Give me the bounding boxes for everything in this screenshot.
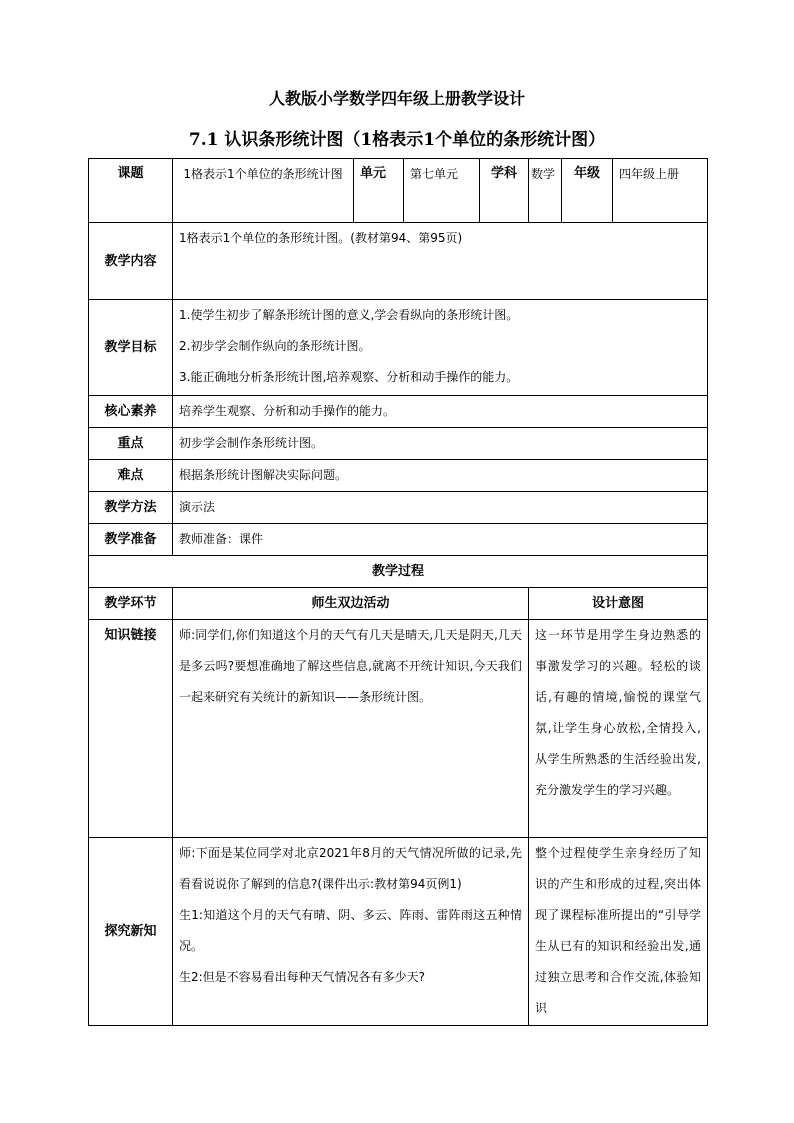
goal-item: 2.初步学会制作纵向的条形统计图。 — [179, 339, 371, 353]
lesson-title: 7.1 认识条形统计图（1格表示1个单位的条形统计图） — [188, 130, 606, 150]
stage-cell: 知识链接 — [89, 620, 173, 838]
activity-paragraph: 生1:知道这个月的天气有晴、阴、多云、阵雨、雷阵雨这五种情况。 — [179, 908, 522, 953]
activity-cell — [173, 620, 529, 838]
col-activity-header: 师生双边活动 — [173, 588, 529, 620]
method-label: 教学方法 — [89, 492, 173, 524]
key-value: 初步学会制作条形统计图。 — [173, 428, 708, 460]
goals-list — [173, 300, 708, 396]
process-header-row — [89, 588, 708, 620]
key-label: 重点 — [89, 428, 173, 460]
activity-cell — [173, 838, 529, 1026]
goals-label: 教学目标 — [89, 300, 173, 396]
core-row — [89, 396, 708, 428]
activity-paragraph: 生2:但是不容易看出每种天气情况各有多少天? — [179, 970, 426, 984]
col-stage-header: 教学环节 — [89, 588, 173, 620]
goal-item: 3.能正确地分析条形统计图,培养观察、分析和动手操作的能力。 — [179, 370, 519, 384]
col-intent-header: 设计意图 — [529, 588, 708, 620]
topic-label: 课题 — [89, 159, 173, 223]
difficulty-row — [89, 460, 708, 492]
prep-value: 教师准备：课件 — [173, 524, 708, 556]
topic-value: 1格表示1个单位的条形统计图 — [173, 159, 354, 223]
process-row — [89, 838, 708, 1026]
prep-row — [89, 524, 708, 556]
goals-row — [89, 300, 708, 396]
process-title-row — [89, 556, 708, 588]
goal-item: 1.使学生初步了解条形统计图的意义,学会看纵向的条形统计图。 — [179, 308, 519, 322]
unit-value: 第七单元 — [404, 159, 480, 223]
method-row — [89, 492, 708, 524]
intent-cell: 这一环节是用学生身边熟悉的事激发学习的兴趣。轻松的谈话,有趣的情境,愉悦的课堂气氛,让学生身心放松,全情投入,从学生所熟悉的生活经验出发,充分激发学生的学习兴趣。 — [529, 620, 708, 838]
difficulty-value: 根据条形统计图解决实际问题。 — [173, 460, 708, 492]
lesson-plan-table — [88, 158, 708, 1026]
document-title: 人教版小学数学四年级上册教学设计 — [268, 89, 525, 108]
core-value: 培养学生观察、分析和动手操作的能力。 — [173, 396, 708, 428]
stage-cell: 探究新知 — [89, 838, 173, 1026]
process-title: 教学过程 — [89, 556, 708, 588]
grade-value: 四年级上册 — [613, 159, 708, 223]
subject-value: 数学 — [529, 159, 562, 223]
core-label: 核心素养 — [89, 396, 173, 428]
key-row — [89, 428, 708, 460]
info-row — [89, 159, 708, 223]
subject-label: 学科 — [480, 159, 529, 223]
unit-label: 单元 — [354, 159, 404, 223]
prep-label: 教学准备 — [89, 524, 173, 556]
method-value: 演示法 — [173, 492, 708, 524]
content-row — [89, 223, 708, 300]
process-row — [89, 620, 708, 838]
content-value: 1格表示1个单位的条形统计图。(教材第94、第95页) — [173, 223, 708, 300]
activity-paragraph: 师:下面是某位同学对北京2021年8月的天气情况所做的记录,先看看说说你了解到的信息?(课件出示:教材第94页例1) — [179, 846, 522, 891]
intent-cell: 整个过程使学生亲身经历了知识的产生和形成的过程,突出体现了课程标准所提出的“引导学生从已有的知识和经验出发,通过独立思考和合作交流,体验知识 — [529, 838, 708, 1026]
difficulty-label: 难点 — [89, 460, 173, 492]
content-label: 教学内容 — [89, 223, 173, 300]
grade-label: 年级 — [562, 159, 613, 223]
activity-paragraph: 师:同学们,你们知道这个月的天气有几天是晴天,几天是阴天,几天是多云吗?要想准确地了解这些信息,就离不开统计知识,今天我们一起来研究有关统计的新知识——条形统计图。 — [179, 628, 522, 704]
